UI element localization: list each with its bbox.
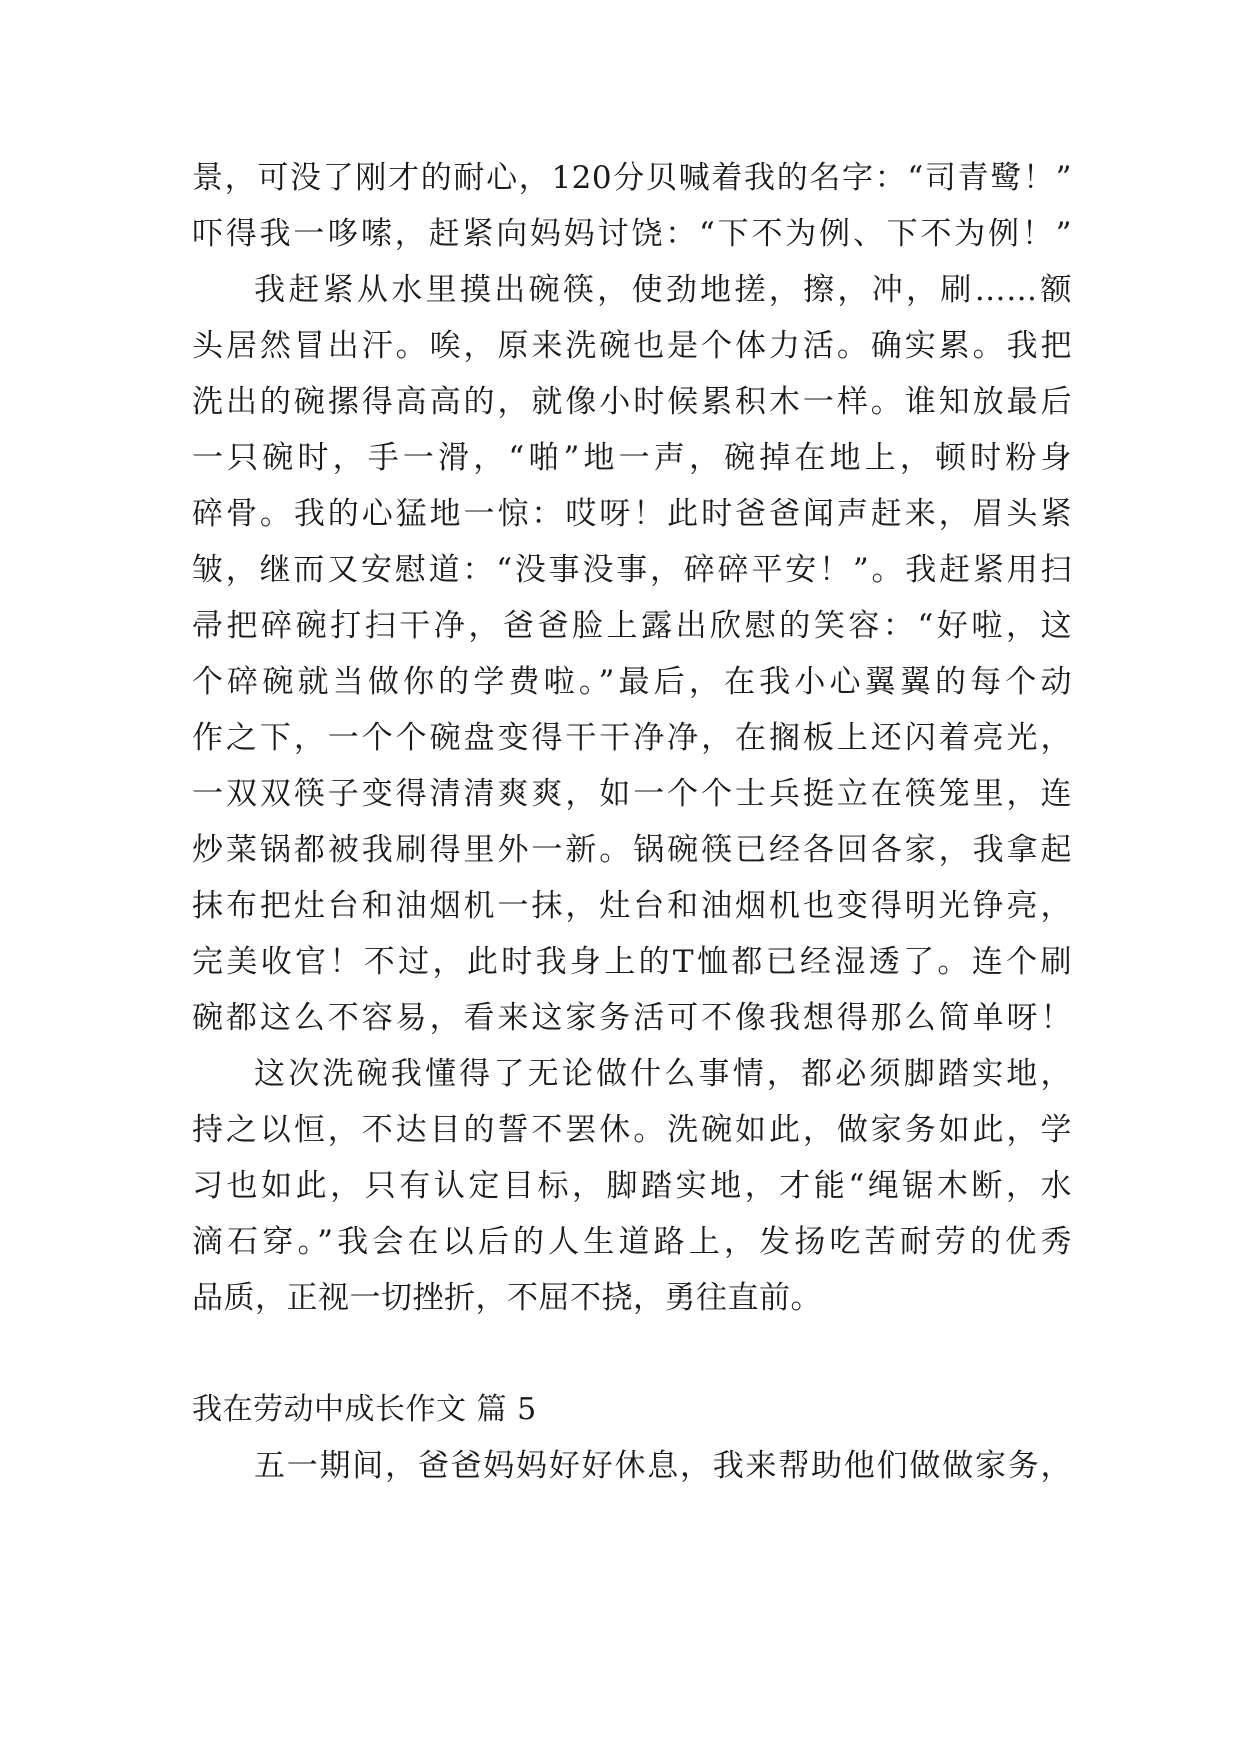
text-line: 帚把碎碗打扫干净，爸爸脸上露出欣慰的笑容：“好啦，这 (192, 608, 1072, 644)
paragraph-continuation (192, 150, 1072, 262)
text-line: 一只碗时，手一滑，“啪”地一声，碗掉在地上，顿时粉身 (192, 440, 1072, 476)
text-line: 抹布把灶台和油烟机一抹，灶台和油烟机也变得明光铮亮， (192, 888, 1072, 924)
text-line: 品质，正视一切挫折，不屈不挠，勇往直前。 (192, 1280, 822, 1316)
text-line: 作之下，一个个碗盘变得干干净净，在搁板上还闪着亮光， (192, 720, 1072, 756)
document-page (192, 150, 1072, 1494)
text-line: 个碎碗就当做你的学费啦。”最后，在我小心翼翼的每个动 (192, 664, 1072, 700)
text-line: 碎骨。我的心猛地一惊：哎呀！此时爸爸闻声赶来，眉头紧 (192, 496, 1072, 532)
text-line: 我赶紧从水里摸出碗筷，使劲地搓，擦，冲，刷……额 (254, 272, 1072, 308)
text-line: 炒菜锅都被我刷得里外一新。锅碗筷已经各回各家，我拿起 (192, 832, 1072, 868)
paragraph-washing-dishes (192, 262, 1072, 1046)
text-line: 完美收官！不过，此时我身上的T恤都已经湿透了。连个刷 (192, 944, 1072, 980)
paragraph-may-day (192, 1438, 1072, 1494)
text-line: 一双双筷子变得清清爽爽，如一个个士兵挺立在筷笼里，连 (192, 776, 1072, 812)
text-line: 景，可没了刚才的耐心，120分贝喊着我的名字：“司青鹭！” (192, 160, 1072, 196)
text-line: 洗出的碗摞得高高的，就像小时候累积木一样。谁知放最后 (192, 384, 1072, 420)
text-line: 头居然冒出汗。唉，原来洗碗也是个体力活。确实累。我把 (192, 328, 1072, 364)
text-line: 吓得我一哆嗦，赶紧向妈妈讨饶：“下不为例、下不为例！” (192, 216, 1072, 252)
section-heading: 我在劳动中成长作文 篇 5 (192, 1392, 537, 1427)
text-line: 持之以恒，不达目的誓不罢休。洗碗如此，做家务如此，学 (192, 1112, 1072, 1148)
text-line: 这次洗碗我懂得了无论做什么事情，都必须脚踏实地， (254, 1056, 1072, 1092)
text-line: 碗都这么不容易，看来这家务活可不像我想得那么简单呀！ (192, 1000, 1072, 1036)
text-line: 五一期间，爸爸妈妈好好休息，我来帮助他们做做家务， (254, 1448, 1072, 1484)
spacer (192, 1326, 1072, 1382)
text-line: 滴石穿。”我会在以后的人生道路上，发扬吃苦耐劳的优秀 (192, 1224, 1072, 1260)
text-line: 皱，继而又安慰道：“没事没事，碎碎平安！”。我赶紧用扫 (192, 552, 1072, 588)
paragraph-conclusion (192, 1046, 1072, 1326)
text-line: 习也如此，只有认定目标，脚踏实地，才能“绳锯木断，水 (192, 1168, 1072, 1204)
